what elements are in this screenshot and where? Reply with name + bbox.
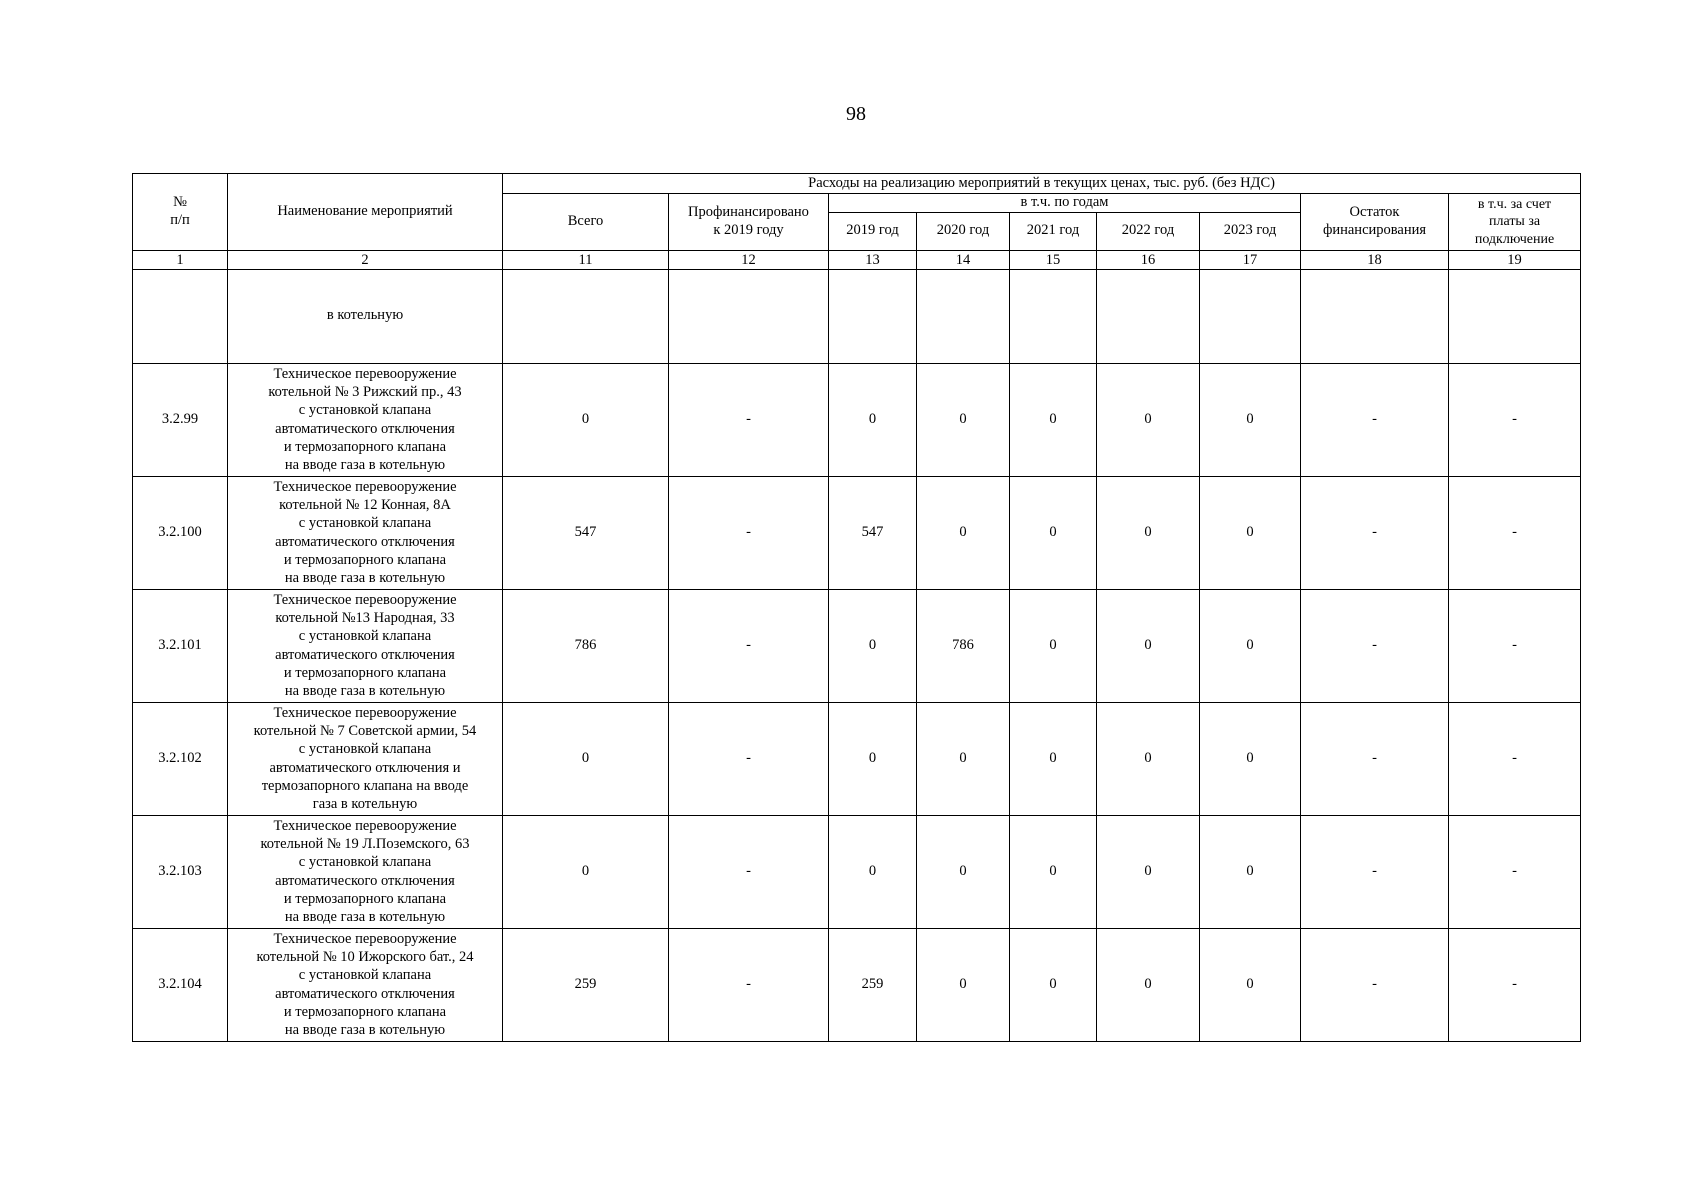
cell-value: 0 [1200, 589, 1301, 702]
cell-value [503, 269, 669, 363]
cell-value: 0 [1097, 702, 1200, 815]
table-row [133, 476, 1581, 589]
page-number: 98 [846, 103, 866, 125]
header-name: Наименование мероприятий [228, 174, 503, 251]
cell-value [1200, 269, 1301, 363]
cell-value: 0 [1097, 476, 1200, 589]
cell-value: 0 [1010, 928, 1097, 1041]
cell-value: 0 [829, 815, 917, 928]
cell-value: 0 [829, 589, 917, 702]
cell-value: 259 [503, 928, 669, 1041]
cell-value [1010, 269, 1097, 363]
header-by-years: в т.ч. по годам [829, 194, 1301, 213]
cell-value: 547 [829, 476, 917, 589]
cell-value: 0 [829, 363, 917, 476]
cell-value: 0 [1010, 702, 1097, 815]
column-numbers-row [133, 250, 1581, 269]
cell-value: - [1301, 815, 1449, 928]
cell-value: 0 [1200, 702, 1301, 815]
table-row [133, 702, 1581, 815]
cell-value: - [669, 702, 829, 815]
cell-value [1301, 269, 1449, 363]
table-row [133, 815, 1581, 928]
header-year: 2019 год [829, 212, 917, 250]
cell-name: Техническое перевооружение котельной № 7 Советской армии, 54 с установкой клапана автоматического отключения и термозапорного клапана на вводе газа в котельную [228, 702, 503, 815]
cell-value: - [1449, 589, 1581, 702]
cell-value [669, 269, 829, 363]
cell-value: - [1301, 702, 1449, 815]
table-row [133, 363, 1581, 476]
column-number: 16 [1097, 250, 1200, 269]
cell-value: 0 [1097, 815, 1200, 928]
cell-value [1097, 269, 1200, 363]
cell-value [829, 269, 917, 363]
cell-value: 0 [503, 702, 669, 815]
column-number: 17 [1200, 250, 1301, 269]
cell-value: - [1449, 702, 1581, 815]
cell-value: - [669, 476, 829, 589]
cell-value: 0 [1010, 589, 1097, 702]
cell-name: в котельную [228, 269, 503, 363]
cell-value: 0 [1097, 928, 1200, 1041]
cell-value: - [1301, 589, 1449, 702]
column-number: 13 [829, 250, 917, 269]
header-year: 2023 год [1200, 212, 1301, 250]
budget-table [132, 173, 1581, 1042]
cell-value: 0 [1200, 363, 1301, 476]
header-total: Всего [503, 194, 669, 251]
table-header [133, 174, 1581, 270]
cell-value: - [1449, 476, 1581, 589]
column-number: 1 [133, 250, 228, 269]
header-year: 2021 год [1010, 212, 1097, 250]
cell-value: 0 [917, 363, 1010, 476]
continuation-row [133, 269, 1581, 363]
cell-name: Техническое перевооружение котельной № 19 Л.Поземского, 63 с установкой клапана автоматического отключения и термозапорного клапана на вводе газа в котельную [228, 815, 503, 928]
header-expenses: Расходы на реализацию мероприятий в текущих ценах, тыс. руб. (без НДС) [503, 174, 1581, 194]
cell-value: 0 [917, 702, 1010, 815]
cell-id: 3.2.104 [133, 928, 228, 1041]
column-number: 2 [228, 250, 503, 269]
column-number: 18 [1301, 250, 1449, 269]
cell-value: - [1449, 928, 1581, 1041]
cell-name: Техническое перевооружение котельной № 3 Рижский пр., 43 с установкой клапана автоматического отключения и термозапорного клапана на вводе газа в котельную [228, 363, 503, 476]
cell-name: Техническое перевооружение котельной № 10 Ижорского бат., 24 с установкой клапана автоматического отключения и термозапорного клапана на вводе газа в котельную [228, 928, 503, 1041]
cell-value [1449, 269, 1581, 363]
cell-value: 0 [917, 476, 1010, 589]
header-num: № п/п [133, 174, 228, 251]
column-number: 15 [1010, 250, 1097, 269]
header-year: 2022 год [1097, 212, 1200, 250]
cell-id: 3.2.100 [133, 476, 228, 589]
table-row [133, 928, 1581, 1041]
cell-value: 0 [1010, 363, 1097, 476]
cell-value: - [1449, 363, 1581, 476]
cell-value: 0 [503, 363, 669, 476]
cell-value: 786 [917, 589, 1010, 702]
column-number: 14 [917, 250, 1010, 269]
cell-value: 0 [503, 815, 669, 928]
cell-value: - [669, 589, 829, 702]
column-number: 19 [1449, 250, 1581, 269]
cell-value: 0 [1200, 815, 1301, 928]
cell-value: 0 [1097, 363, 1200, 476]
cell-value: 0 [917, 928, 1010, 1041]
cell-value: 0 [917, 815, 1010, 928]
table-body [133, 269, 1581, 1041]
cell-value: - [669, 815, 829, 928]
cell-value: 547 [503, 476, 669, 589]
header-year: 2020 год [917, 212, 1010, 250]
cell-value: - [1301, 476, 1449, 589]
header-connection: в т.ч. за счет платы за подключение [1449, 194, 1581, 251]
cell-value: - [669, 363, 829, 476]
cell-id: 3.2.99 [133, 363, 228, 476]
cell-name: Техническое перевооружение котельной №13 Народная, 33 с установкой клапана автоматического отключения и термозапорного клапана на вводе газа в котельную [228, 589, 503, 702]
cell-value: 0 [1010, 476, 1097, 589]
cell-id [133, 269, 228, 363]
cell-value: 0 [1200, 476, 1301, 589]
cell-value: 0 [829, 702, 917, 815]
cell-id: 3.2.102 [133, 702, 228, 815]
cell-value: - [669, 928, 829, 1041]
cell-value: - [1449, 815, 1581, 928]
cell-value [917, 269, 1010, 363]
cell-id: 3.2.101 [133, 589, 228, 702]
cell-value: - [1301, 363, 1449, 476]
cell-name: Техническое перевооружение котельной № 12 Конная, 8А с установкой клапана автоматического отключения и термозапорного клапана на вводе газа в котельную [228, 476, 503, 589]
cell-value: 0 [1010, 815, 1097, 928]
column-number: 12 [669, 250, 829, 269]
table-row [133, 589, 1581, 702]
column-number: 11 [503, 250, 669, 269]
header-remainder: Остаток финансирования [1301, 194, 1449, 251]
header-financed: Профинансировано к 2019 году [669, 194, 829, 251]
cell-value: 0 [1097, 589, 1200, 702]
cell-value: 786 [503, 589, 669, 702]
cell-value: 259 [829, 928, 917, 1041]
cell-value: - [1301, 928, 1449, 1041]
cell-id: 3.2.103 [133, 815, 228, 928]
cell-value: 0 [1200, 928, 1301, 1041]
